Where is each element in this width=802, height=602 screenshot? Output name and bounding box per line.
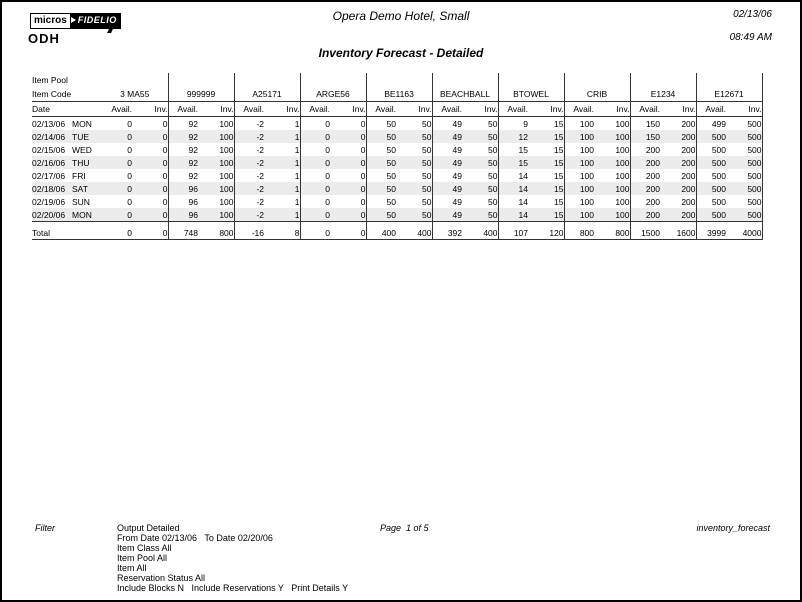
inv-value: 200	[668, 195, 696, 208]
inv-value: 50	[470, 208, 498, 222]
avail-column-header: Avail.	[300, 102, 338, 117]
total-inv-value: 400	[470, 222, 498, 240]
row-date: 02/20/06	[32, 208, 72, 222]
avail-value: 0	[102, 182, 140, 195]
avail-value: 14	[518, 196, 528, 207]
inv-value: 1	[272, 156, 300, 169]
avail-column-header: Avail.	[234, 102, 272, 117]
avail-value: -2	[256, 144, 264, 155]
inv-value: 50	[470, 169, 498, 182]
inv-value: 1	[272, 117, 300, 131]
avail-column-header: Avail.	[498, 102, 536, 117]
avail-value: 0	[325, 144, 330, 155]
avail-value: 49	[452, 196, 462, 207]
inv-value: 100	[602, 169, 630, 182]
avail-column-header: Avail.	[432, 102, 470, 117]
inv-value: 100	[206, 143, 234, 156]
total-avail-value: 3999	[696, 222, 734, 240]
avail-value: 96	[188, 196, 198, 207]
avail-value: -2	[256, 118, 264, 129]
avail-value: 200	[630, 182, 668, 195]
avail-value: 49	[432, 130, 470, 143]
inv-value: 200	[668, 169, 696, 182]
inv-value: 0	[338, 195, 366, 208]
inv-value: 50	[404, 208, 432, 222]
inv-value: 50	[404, 169, 432, 182]
avail-value: 0	[325, 118, 330, 129]
item-code-7: CRIB	[564, 87, 630, 102]
filter-line-5: Reservation Status All	[117, 573, 206, 583]
avail-value: 15	[498, 156, 536, 169]
item-pool-cell	[300, 73, 366, 87]
avail-value: -2	[234, 156, 272, 169]
avail-value: -2	[256, 196, 264, 207]
row-date: 02/19/06	[32, 196, 66, 207]
forecast-table	[32, 73, 763, 240]
inv-value: 50	[470, 130, 498, 143]
row-day: MON	[72, 208, 102, 222]
avail-value: 100	[564, 156, 602, 169]
total-inv-value: 120	[536, 222, 564, 240]
avail-value: 49	[432, 182, 470, 195]
inv-value: 0	[140, 195, 168, 208]
inv-value: 100	[206, 195, 234, 208]
avail-value: 49	[452, 170, 462, 181]
total-avail-value: 800	[564, 222, 602, 240]
inv-value: 200	[668, 182, 696, 195]
avail-value: 14	[498, 182, 536, 195]
avail-value: 150	[645, 118, 660, 129]
inv-value: 15	[536, 169, 564, 182]
avail-value: 49	[452, 118, 462, 129]
avail-value: 92	[168, 156, 206, 169]
inv-value: 0	[338, 156, 366, 169]
avail-value: 96	[168, 208, 206, 222]
total-inv-value: 1600	[668, 222, 696, 240]
total-inv-value: 800	[602, 222, 630, 240]
avail-value: 92	[168, 130, 206, 143]
avail-value: 100	[564, 208, 602, 222]
inv-value: 100	[602, 156, 630, 169]
inv-value: 100	[602, 143, 630, 156]
inv-value: 1	[272, 143, 300, 156]
total-avail-value: 0	[102, 222, 140, 240]
inv-value: 100	[602, 208, 630, 222]
inv-value: 15	[536, 143, 564, 156]
total-inv-value: 800	[206, 222, 234, 240]
item-pool-cell	[168, 73, 234, 87]
filter-line-4: Item All	[117, 563, 147, 573]
total-label: Total	[32, 222, 102, 240]
item-pool-cell	[102, 73, 168, 87]
inv-value: 200	[668, 117, 696, 131]
row-day: SUN	[72, 196, 90, 207]
inv-value: 50	[404, 117, 432, 131]
inv-value: 200	[668, 130, 696, 143]
inv-value: 50	[404, 130, 432, 143]
inv-value: 200	[668, 208, 696, 222]
avail-column-header: Avail.	[564, 102, 602, 117]
row-date: 02/17/06	[32, 170, 66, 181]
avail-value: 200	[630, 208, 668, 222]
avail-value: 500	[711, 196, 726, 207]
inv-value: 500	[734, 195, 762, 208]
avail-value: -2	[234, 208, 272, 222]
total-row	[32, 222, 762, 240]
item-code-4: BE1163	[366, 87, 432, 102]
inv-value: 50	[470, 143, 498, 156]
avail-value: 500	[711, 170, 726, 181]
inv-value: 15	[536, 156, 564, 169]
inv-value: 1	[272, 208, 300, 222]
avail-value: 100	[564, 130, 602, 143]
total-avail-value: 748	[168, 222, 206, 240]
total-inv-value: 0	[338, 222, 366, 240]
avail-value: 200	[645, 196, 660, 207]
inv-value: 100	[206, 130, 234, 143]
item-code-3: ARGE56	[300, 87, 366, 102]
row-date: 02/13/06	[32, 118, 66, 129]
date-column-header: Date	[32, 102, 102, 117]
inv-value: 0	[338, 182, 366, 195]
inv-value: 50	[404, 143, 432, 156]
avail-value: 0	[127, 144, 132, 155]
avail-value: 100	[579, 144, 594, 155]
filter-line-2: Item Class All	[117, 543, 172, 553]
inv-value: 100	[602, 130, 630, 143]
inv-value: 50	[470, 156, 498, 169]
inv-value: 50	[470, 117, 498, 131]
inv-value: 100	[206, 156, 234, 169]
inv-value: 100	[206, 117, 234, 131]
avail-value: 500	[696, 208, 734, 222]
avail-value: 150	[630, 130, 668, 143]
report-title: Inventory Forecast - Detailed	[318, 46, 484, 60]
table-row	[32, 182, 762, 195]
avail-value: 0	[127, 170, 132, 181]
table-row	[32, 208, 762, 222]
inv-value: 15	[536, 117, 564, 131]
avail-value: 0	[300, 156, 338, 169]
filter-line-1: From Date 02/13/06 To Date 02/20/06	[117, 533, 273, 543]
total-avail-value: 392	[432, 222, 470, 240]
avail-value: 96	[168, 182, 206, 195]
avail-value: 0	[300, 130, 338, 143]
item-code-1: 999999	[168, 87, 234, 102]
inv-value: 0	[338, 143, 366, 156]
filter-line-3: Item Pool All	[117, 553, 168, 563]
total-inv-value: 400	[404, 222, 432, 240]
item-code-9: E12671	[696, 87, 762, 102]
inv-value: 50	[404, 156, 432, 169]
report-file-name: inventory_forecast	[696, 523, 770, 533]
avail-value: 500	[711, 144, 726, 155]
avail-value: 49	[452, 144, 462, 155]
inv-value: 0	[140, 208, 168, 222]
filter-lines	[117, 523, 348, 593]
item-code-8: E1234	[630, 87, 696, 102]
row-day: MON	[72, 118, 92, 129]
avail-value: -2	[256, 170, 264, 181]
inv-value: 100	[206, 208, 234, 222]
inv-column-header: Inv.	[470, 102, 498, 117]
avail-value: 14	[518, 170, 528, 181]
property-code: ODH	[28, 31, 60, 46]
item-code-6: BTOWEL	[498, 87, 564, 102]
avail-value: 50	[366, 156, 404, 169]
inv-column-header: Inv.	[140, 102, 168, 117]
avail-value: 500	[696, 130, 734, 143]
total-avail-value: 107	[498, 222, 536, 240]
avail-value: 0	[102, 156, 140, 169]
avail-value: 12	[498, 130, 536, 143]
avail-value: 500	[696, 156, 734, 169]
inv-value: 500	[734, 169, 762, 182]
inv-value: 0	[140, 156, 168, 169]
total-inv-value: 4000	[734, 222, 762, 240]
avail-value: 92	[188, 118, 198, 129]
filter-label: Filter	[35, 523, 55, 533]
avail-value: 50	[366, 208, 404, 222]
avail-value: 500	[696, 182, 734, 195]
inv-value: 100	[602, 117, 630, 131]
avail-value: 0	[102, 208, 140, 222]
item-pool-cell	[630, 73, 696, 87]
inv-value: 100	[206, 169, 234, 182]
avail-column-header: Avail.	[168, 102, 206, 117]
inv-value: 50	[470, 195, 498, 208]
item-pool-cell	[498, 73, 564, 87]
avail-column-header: Avail.	[696, 102, 734, 117]
inv-value: 100	[602, 182, 630, 195]
avail-value: 100	[579, 170, 594, 181]
avail-value: 14	[498, 208, 536, 222]
avail-value: 50	[386, 170, 396, 181]
item-code-label: Item Code	[32, 87, 102, 102]
total-avail-value: 0	[300, 222, 338, 240]
hotel-title: Opera Demo Hotel, Small	[332, 9, 470, 23]
inv-value: 50	[470, 182, 498, 195]
avail-column-header: Avail.	[102, 102, 140, 117]
avail-value: 9	[523, 118, 528, 129]
row-day: FRI	[72, 170, 86, 181]
item-code-0: 3 MA55	[102, 87, 168, 102]
avail-value: 50	[386, 118, 396, 129]
inv-value: 50	[404, 182, 432, 195]
avail-value: 92	[188, 144, 198, 155]
avail-value: 0	[325, 170, 330, 181]
filter-line-0: Output Detailed	[117, 523, 180, 533]
total-avail-value: 400	[366, 222, 404, 240]
table-row	[32, 169, 762, 182]
row-date: 02/14/06	[32, 130, 72, 143]
avail-value: 49	[432, 156, 470, 169]
logo-micros-text: micros	[30, 13, 71, 29]
inv-value: 15	[536, 182, 564, 195]
row-day: THU	[72, 156, 102, 169]
inv-column-header: Inv.	[668, 102, 696, 117]
inv-value: 0	[338, 117, 366, 131]
avail-value: 15	[518, 144, 528, 155]
inv-value: 1	[272, 130, 300, 143]
avail-value: 50	[366, 182, 404, 195]
item-pool-cell	[696, 73, 762, 87]
inv-value: 500	[734, 156, 762, 169]
inv-value: 0	[338, 130, 366, 143]
inv-value: 200	[668, 156, 696, 169]
table-row	[32, 117, 762, 131]
inv-value: 500	[734, 130, 762, 143]
inv-value: 200	[668, 143, 696, 156]
inv-value: 100	[206, 182, 234, 195]
run-date: 02/13/06	[733, 9, 772, 20]
avail-value: 50	[386, 144, 396, 155]
item-code-2: A25171	[234, 87, 300, 102]
avail-value: 92	[188, 170, 198, 181]
inv-value: 1	[272, 195, 300, 208]
avail-value: 100	[579, 118, 594, 129]
inv-value: 50	[404, 195, 432, 208]
avail-value: 0	[300, 208, 338, 222]
inv-column-header: Inv.	[536, 102, 564, 117]
avail-column-header: Avail.	[630, 102, 668, 117]
page-number: Page 1 of 5	[380, 523, 429, 533]
avail-value: 0	[325, 196, 330, 207]
inv-value: 0	[338, 208, 366, 222]
item-pool-label: Item Pool	[32, 75, 68, 85]
avail-value: 200	[645, 144, 660, 155]
row-day: TUE	[72, 130, 102, 143]
avail-value: 100	[564, 182, 602, 195]
item-pool-cell	[366, 73, 432, 87]
inv-value: 1	[272, 182, 300, 195]
inv-column-header: Inv.	[602, 102, 630, 117]
total-avail-value: -16	[234, 222, 272, 240]
avail-value: 50	[386, 196, 396, 207]
item-pool-cell	[234, 73, 300, 87]
inv-column-header: Inv.	[206, 102, 234, 117]
item-pool-cell	[432, 73, 498, 87]
total-avail-value: 1500	[630, 222, 668, 240]
avail-value: 0	[127, 118, 132, 129]
avail-value: 0	[300, 182, 338, 195]
inv-value: 100	[602, 195, 630, 208]
logo-fidelio-label: FIDELIO	[77, 15, 117, 25]
item-pool-cell	[564, 73, 630, 87]
inv-value: 500	[734, 143, 762, 156]
inv-value: 500	[734, 117, 762, 131]
avail-value: 100	[579, 196, 594, 207]
avail-value: 50	[366, 130, 404, 143]
inv-value: 0	[338, 169, 366, 182]
inv-column-header: Inv.	[404, 102, 432, 117]
logo-swoosh-mark	[107, 29, 113, 33]
inv-value: 0	[140, 130, 168, 143]
inv-value: 0	[140, 117, 168, 131]
total-inv-value: 8	[272, 222, 300, 240]
avail-value: 499	[711, 118, 726, 129]
run-time: 08:49 AM	[729, 32, 772, 43]
inv-value: 15	[536, 208, 564, 222]
inv-value: 15	[536, 130, 564, 143]
row-date: 02/18/06	[32, 182, 72, 195]
row-date: 02/15/06	[32, 144, 66, 155]
filter-line-6: Include Blocks N Include Reservations Y Print Details Y	[117, 583, 349, 593]
inv-column-header: Inv.	[338, 102, 366, 117]
item-code-5: BEACHBALL	[432, 87, 498, 102]
avail-value: 0	[102, 130, 140, 143]
inv-value: 0	[140, 169, 168, 182]
inv-value: 1	[272, 169, 300, 182]
row-date: 02/16/06	[32, 156, 72, 169]
avail-value: 200	[645, 170, 660, 181]
avail-value: 49	[432, 208, 470, 222]
total-inv-value: 0	[140, 222, 168, 240]
avail-value: -2	[234, 130, 272, 143]
row-day: WED	[72, 144, 92, 155]
inv-value: 15	[536, 195, 564, 208]
inv-value: 500	[734, 208, 762, 222]
avail-value: 0	[127, 196, 132, 207]
table-row	[32, 143, 762, 156]
table-row	[32, 156, 762, 169]
inv-value: 500	[734, 182, 762, 195]
inv-column-header: Inv.	[734, 102, 762, 117]
inv-value: 0	[140, 143, 168, 156]
table-row	[32, 195, 762, 208]
avail-column-header: Avail.	[366, 102, 404, 117]
table-row	[32, 130, 762, 143]
inv-value: 0	[140, 182, 168, 195]
avail-value: 200	[630, 156, 668, 169]
inv-column-header: Inv.	[272, 102, 300, 117]
avail-value: -2	[234, 182, 272, 195]
row-day: SAT	[72, 182, 102, 195]
